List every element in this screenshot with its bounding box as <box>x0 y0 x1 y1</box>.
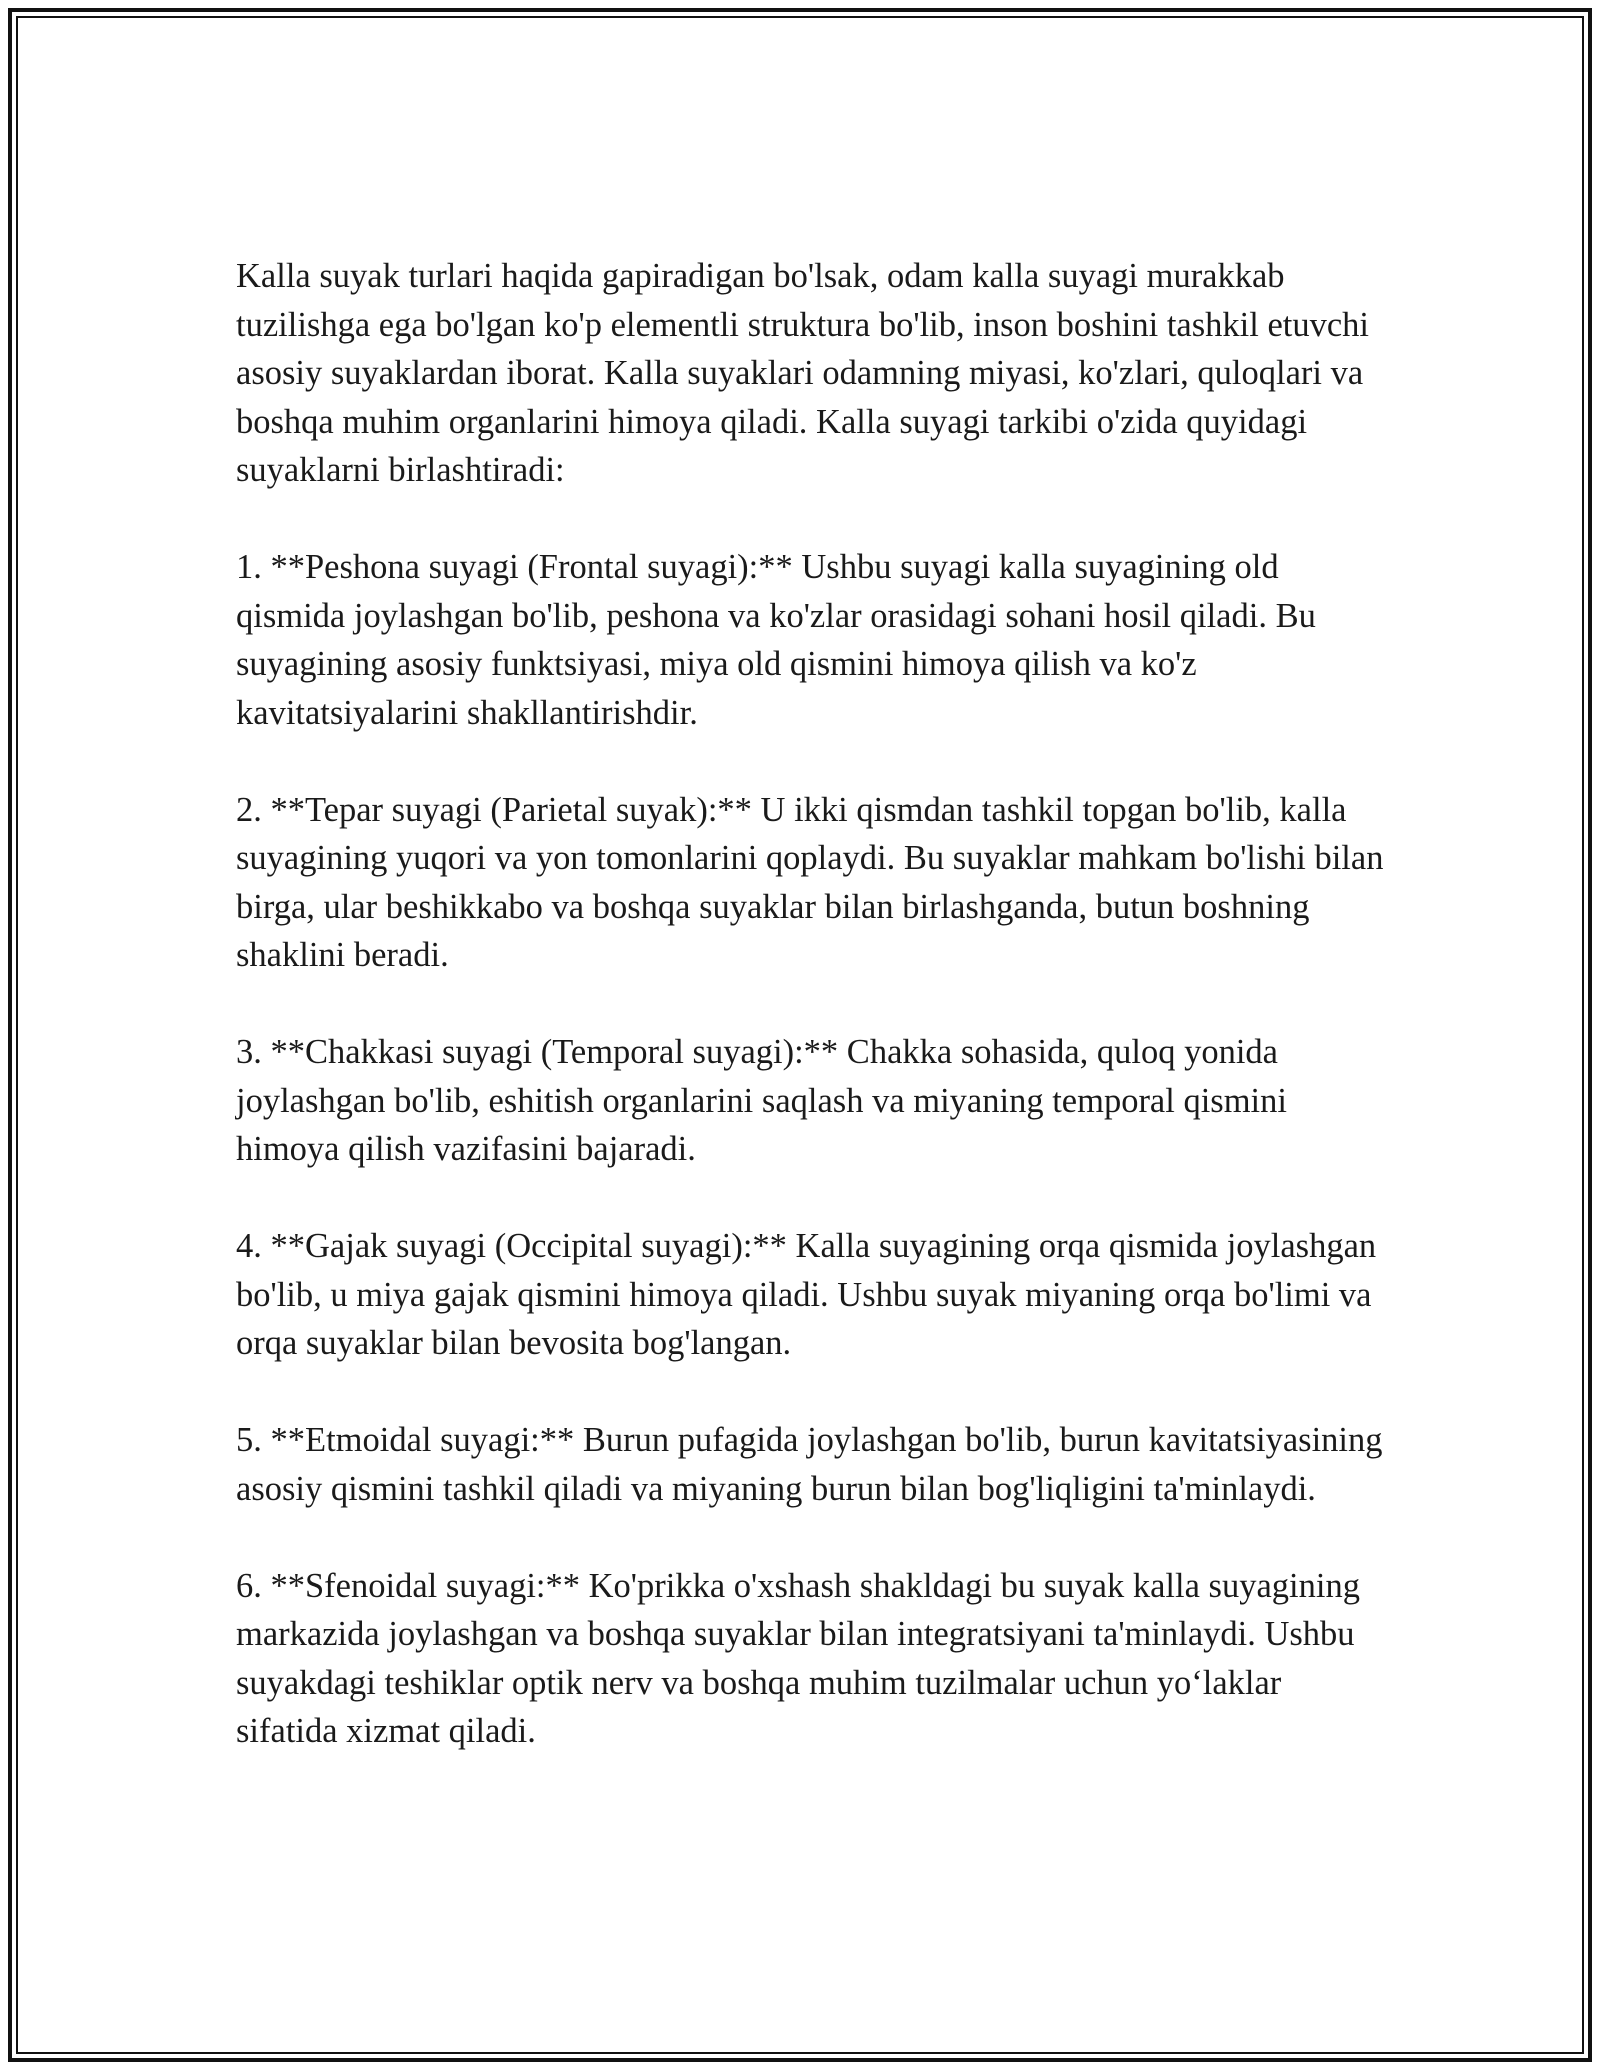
list-item-sphenoid: 6. **Sfenoidal suyagi:** Ko'prikka o'xshash shakldagi bu suyak kalla suyagining markazida joylashgan va boshqa suyaklar bilan integratsiyani ta'minlaydi. Ushbu suyakdagi teshiklar optik nerv va boshqa muhim tuzilmalar uchun yo‘laklar sifatida xizmat qiladi. <box>236 1566 1360 1750</box>
list-item-occipital: 4. **Gajak suyagi (Occipital suyagi):** Kalla suyagining orqa qismida joylashgan bo'lib, u miya gajak qismini himoya qiladi. Ushbu suyak miyaning orqa bo'limi va orqa suyaklar bilan bevosita bog'langan. <box>236 1227 1377 1362</box>
list-item-ethmoid: 5. **Etmoidal suyagi:** Burun pufagida joylashgan bo'lib, burun kavitatsiyasining asosiy qismini tashkil qiladi va miyaning burun bilan bog'liqligini ta'minlaydi. <box>236 1421 1383 1508</box>
document-body <box>236 252 1386 1804</box>
list-item-temporal: 3. **Chakkasi suyagi (Temporal suyagi):** Chakka sohasida, quloq yonida joylashgan bo'lib, eshitish organlarini saqlash va miyaning temporal qismini himoya qilish vazifasini bajaradi. <box>236 1033 1287 1168</box>
list-item-parietal: 2. **Tepar suyagi (Parietal suyak):** U ikki qismdan tashkil topgan bo'lib, kalla suyagining yuqori va yon tomonlarini qoplaydi. Bu suyaklar mahkam bo'lishi bilan birga, ular beshikkabo va boshqa suyaklar bilan birlashganda, butun boshning shaklini beradi. <box>236 790 1384 974</box>
intro-paragraph: Kalla suyak turlari haqida gapiradigan bo'lsak, odam kalla suyagi murakkab tuzilishga ega bo'lgan ko'p elementli struktura bo'lib, inson boshini tashkil etuvchi asosiy suyaklardan iborat. Kalla suyaklari odamning miyasi, ko'zlari, quloqlari va boshqa muhim organlarini himoya qiladi. Kalla suyagi tarkibi o'zida quyidagi suyaklarni birlashtiradi: <box>236 257 1370 489</box>
list-item-frontal: 1. **Peshona suyagi (Frontal suyagi):** Ushbu suyagi kalla suyagining old qismida joylashgan bo'lib, peshona va ko'zlar orasidagi sohani hosil qiladi. Bu suyagining asosiy funktsiyasi, miya old qismini himoya qilish va ko'z kavitatsiyalarini shakllantirishdir. <box>236 548 1316 732</box>
